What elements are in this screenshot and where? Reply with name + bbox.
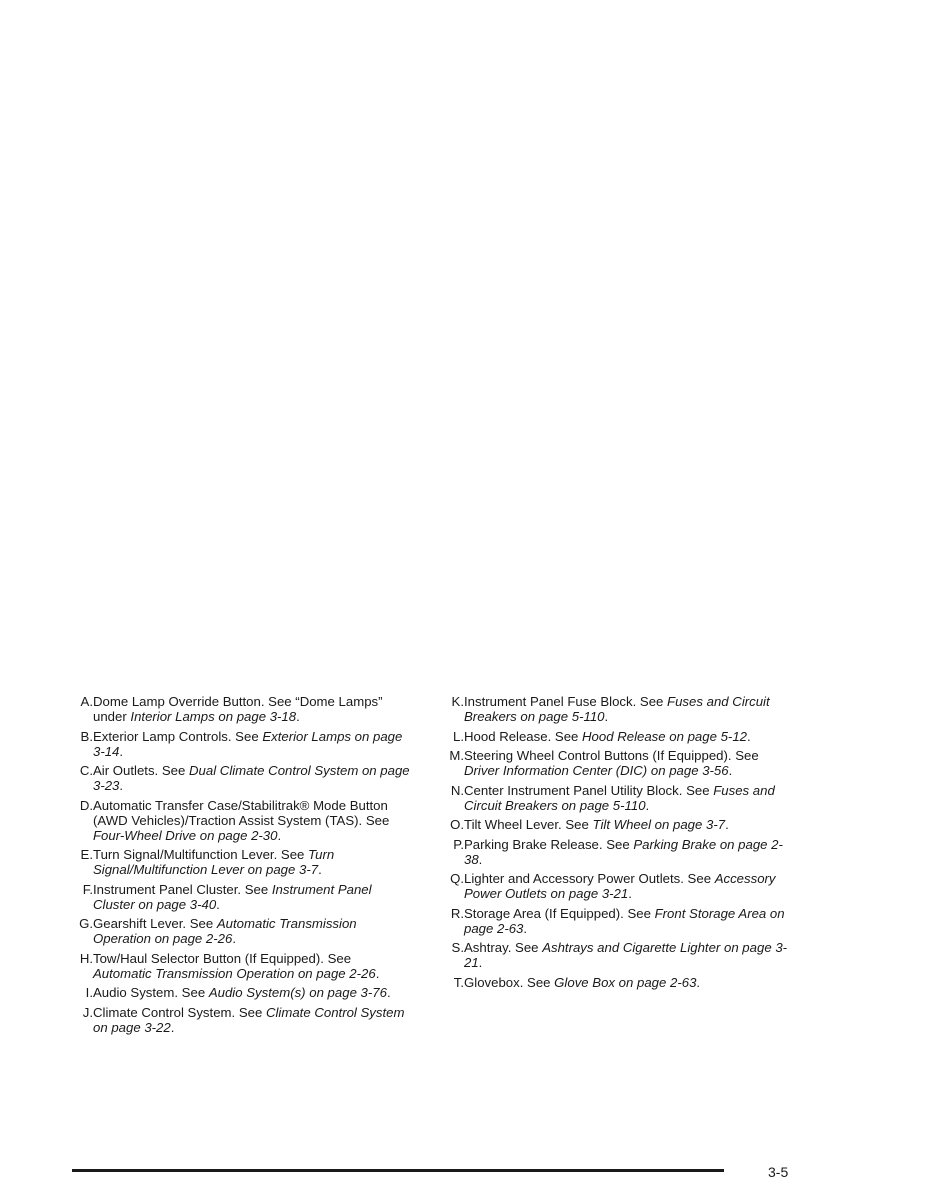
item-reference: Dual Climate Control System on page 3-23 xyxy=(93,763,410,793)
item-letter: T. xyxy=(453,974,464,990)
list-item xyxy=(437,729,797,744)
list-item xyxy=(437,748,797,778)
item-letter: H. xyxy=(79,950,93,966)
item-reference: Accessory Power Outlets on page 3-21 xyxy=(464,871,776,901)
item-reference: Automatic Transmission Operation on page 2-26 xyxy=(93,916,357,946)
item-letter: F. xyxy=(82,881,93,897)
item-letter: D. xyxy=(79,797,93,813)
list-item xyxy=(66,882,411,912)
list-item xyxy=(66,916,411,946)
item-letter: L. xyxy=(453,728,464,744)
item-reference: Automatic Transmission Operation on page 2-26 xyxy=(93,965,376,981)
item-text: Exterior Lamp Controls. See Exterior Lamps on page 3-14. xyxy=(93,728,403,759)
list-item xyxy=(437,975,797,990)
item-text: Hood Release. See Hood Release on page 5-12. xyxy=(464,728,751,744)
page-number: 3-5 xyxy=(768,1164,789,1180)
item-text: Instrument Panel Cluster. See Instrument Panel Cluster on page 3-40. xyxy=(93,881,372,912)
item-letter: M. xyxy=(449,748,464,763)
item-text: Turn Signal/Multifunction Lever. See Turn Signal/Multifunction Lever on page 3-7. xyxy=(93,847,335,877)
item-text: Gearshift Lever. See Automatic Transmission Operation on page 2-26. xyxy=(93,916,357,946)
list-item xyxy=(66,1005,411,1035)
item-reference: Driver Information Center (DIC) on page 3-56 xyxy=(464,763,729,778)
list-item xyxy=(66,951,411,981)
item-reference: Hood Release on page 5-12 xyxy=(582,728,747,744)
item-text: Tow/Haul Selector Button (If Equipped). See Automatic Transmission Operation on page 2-26. xyxy=(93,950,380,981)
list-item xyxy=(437,817,797,832)
item-reference: Interior Lamps on page 3-18 xyxy=(130,709,297,724)
item-letter: P. xyxy=(453,836,464,852)
item-letter: R. xyxy=(450,905,464,921)
item-reference: Exterior Lamps on page 3-14 xyxy=(93,728,403,759)
footer-rule xyxy=(72,1169,724,1172)
item-reference: Fuses and Circuit Breakers on page 5-110 xyxy=(464,782,775,813)
list-item xyxy=(437,871,797,901)
item-text: Parking Brake Release. See Parking Brake on page 2-38. xyxy=(464,836,783,867)
item-text: Instrument Panel Fuse Block. See Fuses and Circuit Breakers on page 5-110. xyxy=(464,694,770,724)
item-letter: G. xyxy=(79,916,93,931)
item-letter: C. xyxy=(79,763,93,778)
item-text: Glovebox. See Glove Box on page 2-63. xyxy=(464,974,701,990)
item-text: Automatic Transfer Case/Stabilitrak® Mode Button (AWD Vehicles)/Traction Assist System (TAS). See Four-Wheel Drive on page 2-30. xyxy=(93,797,390,843)
item-letter: A. xyxy=(80,694,93,709)
item-reference: Parking Brake on page 2-38 xyxy=(464,836,783,867)
item-reference: Front Storage Area on page 2-63 xyxy=(464,905,785,936)
item-reference: Audio System(s) on page 3-76 xyxy=(208,985,387,1000)
item-text: Storage Area (If Equipped). See Front Storage Area on page 2-63. xyxy=(464,905,785,936)
item-text: Audio System. See Audio System(s) on page 3-76. xyxy=(93,985,391,1000)
item-text: Steering Wheel Control Buttons (If Equipped). See Driver Information Center (DIC) on page 3-56. xyxy=(464,748,759,778)
item-reference: Four-Wheel Drive on page 2-30 xyxy=(93,827,278,843)
list-item xyxy=(66,847,411,877)
list-item xyxy=(66,985,411,1000)
item-letter: N. xyxy=(450,782,464,798)
left-legend-column xyxy=(66,694,411,1039)
item-reference: Turn Signal/Multifunction Lever on page 3-7 xyxy=(93,847,335,877)
list-item xyxy=(66,694,411,724)
item-text: Lighter and Accessory Power Outlets. See Accessory Power Outlets on page 3-21. xyxy=(464,871,776,901)
item-reference: Instrument Panel Cluster on page 3-40 xyxy=(93,881,372,912)
right-legend-column xyxy=(437,694,797,994)
item-reference: Ashtrays and Cigarette Lighter on page 3-21 xyxy=(464,940,788,970)
item-reference: Fuses and Circuit Breakers on page 5-110 xyxy=(464,694,770,724)
item-text: Ashtray. See Ashtrays and Cigarette Lighter on page 3-21. xyxy=(464,940,788,970)
list-item xyxy=(437,906,797,936)
item-letter: E. xyxy=(80,847,93,862)
item-reference: Glove Box on page 2-63 xyxy=(554,974,697,990)
item-reference: Tilt Wheel on page 3-7 xyxy=(592,817,726,832)
item-text: Tilt Wheel Lever. See Tilt Wheel on page 3-7. xyxy=(464,817,729,832)
item-text: Dome Lamp Override Button. See “Dome Lamps” under Interior Lamps on page 3-18. xyxy=(93,694,383,724)
item-letter: Q. xyxy=(450,871,464,886)
list-item xyxy=(437,783,797,813)
item-text: Center Instrument Panel Utility Block. See Fuses and Circuit Breakers on page 5-110. xyxy=(464,782,775,813)
item-letter: J. xyxy=(82,1004,93,1020)
list-item xyxy=(437,694,797,724)
item-text: Climate Control System. See Climate Control System on page 3-22. xyxy=(93,1004,405,1035)
list-item xyxy=(437,837,797,867)
list-item xyxy=(66,729,411,759)
item-letter: I. xyxy=(85,985,93,1000)
item-letter: S. xyxy=(451,940,464,955)
item-letter: O. xyxy=(450,817,464,832)
item-letter: B. xyxy=(80,728,93,744)
item-reference: Climate Control System on page 3-22 xyxy=(93,1004,405,1035)
item-text: Air Outlets. See Dual Climate Control System on page 3-23. xyxy=(93,763,410,793)
list-item xyxy=(66,763,411,793)
item-letter: K. xyxy=(451,694,464,709)
list-item xyxy=(437,940,797,970)
list-item xyxy=(66,798,411,843)
